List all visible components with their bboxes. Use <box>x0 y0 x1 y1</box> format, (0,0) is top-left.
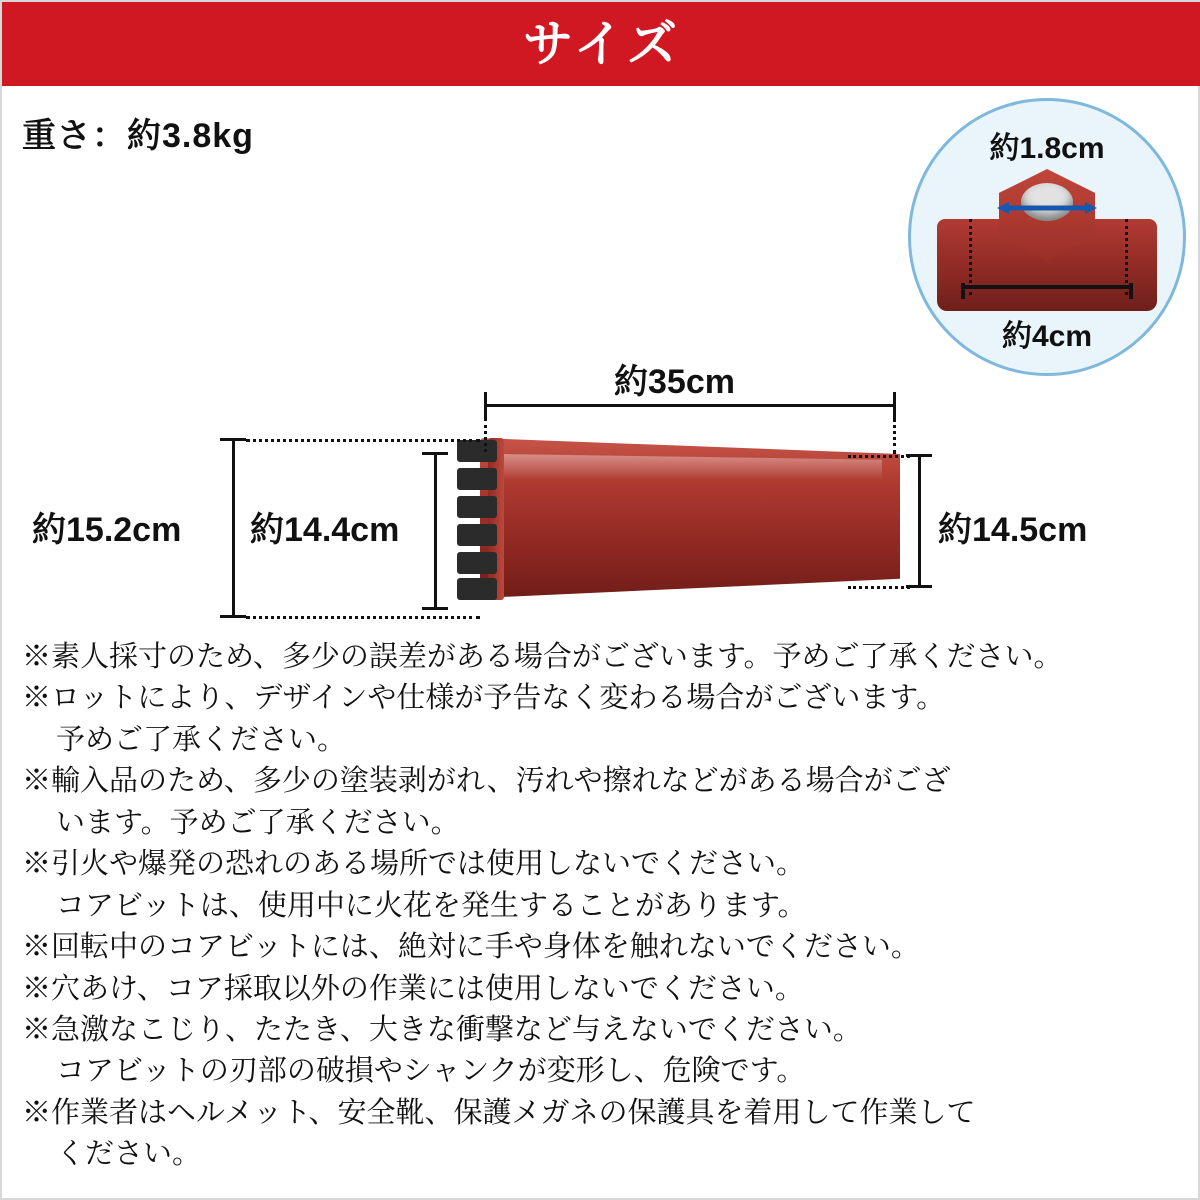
inset-top-arrow-icon <box>997 201 1097 215</box>
note-item: います。予めご了承ください。 <box>56 806 460 839</box>
outer-height-label: 約15.2cm <box>32 511 182 549</box>
weight-label: 重さ：約3.8kg <box>22 117 254 155</box>
note-item: ※輸入品のため、多少の塗装剥がれ、汚れや擦れなどがある場合がござ <box>22 765 951 798</box>
right-height-dimension-line <box>918 454 921 588</box>
note-item: ※回転中のコアビットには、絶対に手や身体を触れないでください。 <box>22 931 920 964</box>
length-dimension-line <box>484 404 896 407</box>
note-item: ※ロットにより、デザインや仕様が予告なく変わる場合がございます。 <box>22 682 946 715</box>
right-height-extension-top <box>848 455 910 458</box>
inset-bottom-dimension-label: 約4cm <box>1001 320 1093 353</box>
notes-list <box>22 638 1182 1177</box>
note-item: コアビットは、使用中に火花を発生することがあります。 <box>56 889 807 922</box>
outer-height-cap-bottom <box>220 615 246 618</box>
page-title: サイズ <box>523 16 681 72</box>
length-dimension-cap-left <box>484 392 487 418</box>
note-item: ※穴あけ、コア採取以外の作業には使用しないでください。 <box>22 972 804 1005</box>
outer-height-extension-bottom <box>246 616 480 619</box>
core-bit-teeth <box>457 438 499 602</box>
right-height-extension-bottom <box>848 586 910 589</box>
product-diagram <box>2 342 1200 642</box>
note-item: ※作業者はヘルメット、安全靴、保護メガネの保護具を着用して作業して <box>22 1096 976 1129</box>
right-height-label: 約14.5cm <box>938 511 1088 549</box>
inner-height-label: 約14.4cm <box>250 511 400 549</box>
length-dimension-label: 約35cm <box>614 363 735 401</box>
inset-top-dimension-label: 約1.8cm <box>989 132 1105 165</box>
inner-height-cap-bottom <box>422 607 448 610</box>
inset-bottom-dimension-line <box>959 283 1135 301</box>
note-item: ※素人採寸のため、多少の誤差がある場合がございます。予めご了承ください。 <box>22 641 1063 673</box>
note-item: ください。 <box>56 1138 202 1171</box>
note-item: ※急激なこじり、たたき、大きな衝撃など与えないでください。 <box>22 1013 862 1046</box>
outer-height-cap-top <box>220 438 246 441</box>
inner-height-dimension-line <box>434 452 437 610</box>
note-item: コアビットの刃部の破損やシャンクが変形し、危険です。 <box>56 1055 806 1088</box>
shank-detail-inset <box>908 98 1186 376</box>
outer-height-extension-top <box>246 439 480 442</box>
length-dimension-cap-right <box>893 392 896 418</box>
note-item: ※引火や爆発の恐れのある場所では使用しないでください。 <box>22 848 806 881</box>
length-extension-left <box>484 418 487 452</box>
note-item: 予めご了承ください。 <box>56 723 347 756</box>
length-extension-right <box>893 418 896 454</box>
inner-height-cap-top <box>422 452 448 455</box>
header-banner <box>2 2 1200 86</box>
outer-height-dimension-line <box>232 438 235 618</box>
